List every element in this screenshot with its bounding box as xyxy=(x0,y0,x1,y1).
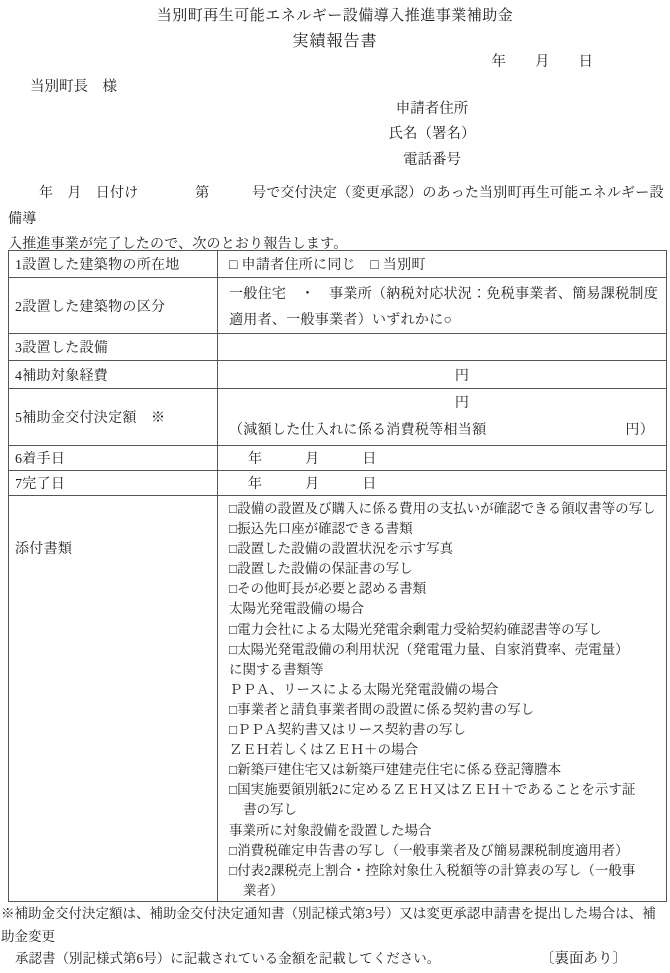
table-row-eligible-expense xyxy=(9,361,667,389)
row-value: □ 申請者住所に同じ □ 当別町 xyxy=(218,251,667,278)
row-label: 7完了日 xyxy=(9,471,218,496)
report-table xyxy=(8,250,667,902)
row-label: 1設置した建築物の所在地 xyxy=(9,251,218,278)
table-row-completion-date xyxy=(9,471,667,496)
deduction-label: （減額した仕入れに係る消費税等相当額 xyxy=(229,423,487,438)
table-row-grant-amount xyxy=(9,389,667,446)
date-line: 年 月 日 xyxy=(491,54,593,70)
row-value xyxy=(218,278,667,334)
body-paragraph xyxy=(8,181,664,258)
row-label: 添付書類 xyxy=(9,496,218,902)
footnote-line-1: ※補助金交付決定額は、補助金交付決定通知書（別記様式第3号）又は変更承認申請書を提出した場合は、補助金変更 xyxy=(1,906,656,944)
grant-amount-yen: 円 xyxy=(454,396,470,411)
attachment-item: 業者） xyxy=(243,882,284,898)
row-label: 4補助対象経費 xyxy=(9,361,218,389)
table-row-attachments xyxy=(9,496,667,902)
row-value-date: 年 月 日 xyxy=(218,446,667,471)
table-row-location xyxy=(9,251,667,278)
applicant-phone-label: 電話番号 xyxy=(403,151,461,168)
table-row-start-date xyxy=(9,446,667,471)
attachment-item: □振込先口座が確認できる書類 xyxy=(229,521,413,537)
addressee-line: 当別町長 様 xyxy=(30,79,117,95)
row-value-date: 年 月 日 xyxy=(218,471,667,496)
attachment-item: □新築戸建住宅又は新築戸建建売住宅に係る登記簿謄本 xyxy=(229,762,562,778)
attachment-item: □ＰＰＡ契約書又はリース契約書の写し xyxy=(229,722,466,738)
attachment-item: □消費税確定申告書の写し（一般事業者及び簡易課税制度適用者） xyxy=(229,842,629,858)
attachment-category: ＺＥＨ若しくはＺＥＨ＋の場合 xyxy=(229,742,418,758)
row-value-yen: 円 xyxy=(218,361,667,389)
attachment-item: □付表2課税売上割合・控除対象仕入税額等の計算表の写し（一般事 xyxy=(229,862,636,878)
attachment-item: □設置した設備の設置状況を示す写真 xyxy=(229,541,454,557)
attachment-category: 太陽光発電設備の場合 xyxy=(229,601,364,617)
row-label: 5補助金交付決定額 ※ xyxy=(9,389,218,446)
deduction-yen: 円） xyxy=(625,423,654,438)
document-title: 当別町再生可能エネルギー設備導入推進事業補助金 xyxy=(156,8,514,24)
attachment-list xyxy=(218,496,667,902)
attachment-item: 書の写し xyxy=(243,802,297,818)
applicant-address-label: 申請者住所 xyxy=(395,101,469,117)
row-label: 3設置した設備 xyxy=(9,334,218,361)
body-line-1: 年 月 日付け 第 号で交付決定（変更承認）のあった当別町再生可能エネルギー設備導 xyxy=(8,186,664,227)
attachment-item: に関する書類等 xyxy=(229,661,324,677)
applicant-block xyxy=(326,97,538,173)
row-label: 6着手日 xyxy=(9,446,218,471)
attachment-item: □設置した設備の保証書の写し xyxy=(229,561,413,577)
document-subtitle: 実績報告書 xyxy=(292,33,378,50)
attachment-item: □太陽光発電設備の利用状況（発電電力量、自家消費率、売電量） xyxy=(229,641,629,657)
building-type-line-1: 一般住宅 ・ 事業所（納税対応状況：免税事業者、簡易課税制度 xyxy=(229,287,658,302)
body-line-2: 入推進事業が完了したので、次のとおり報告します。 xyxy=(8,237,348,252)
attachment-item: □電力会社による太陽光発電余剰電力受給契約確認書等の写し xyxy=(229,621,602,637)
footnote-line-2: 承認書（別記様式第6号）に記載されている金額を記載してください。 xyxy=(15,951,441,966)
attachment-item: □その他町長が必要と認める書類 xyxy=(229,581,427,597)
table-row-building-type xyxy=(9,278,667,334)
attachment-category: ＰＰＡ、リースによる太陽光発電設備の場合 xyxy=(229,681,499,697)
row-label: 2設置した建築物の区分 xyxy=(9,278,218,334)
building-type-line-2: 適用者、一般事業者）いずれかに○ xyxy=(229,312,453,328)
row-value xyxy=(218,334,667,361)
row-value xyxy=(218,389,667,446)
applicant-name-label: 氏名（署名） xyxy=(388,126,476,143)
table-row-equipment xyxy=(9,334,667,361)
attachment-item: □国実施要領別紙2に定めるＺＥＨ又はＺＥＨ＋であることを示す証 xyxy=(229,782,636,798)
attachment-item: □設備の設置及び購入に係る費用の支払いが確認できる領収書等の写し xyxy=(229,501,656,516)
attachment-item: □事業者と請負事業者間の設置に係る契約書の写し xyxy=(229,701,535,717)
attachment-category: 事業所に対象設備を設置した場合 xyxy=(229,822,432,838)
deduction-line xyxy=(218,417,666,444)
back-side-note: 〔裏面あり〕 xyxy=(540,951,627,967)
